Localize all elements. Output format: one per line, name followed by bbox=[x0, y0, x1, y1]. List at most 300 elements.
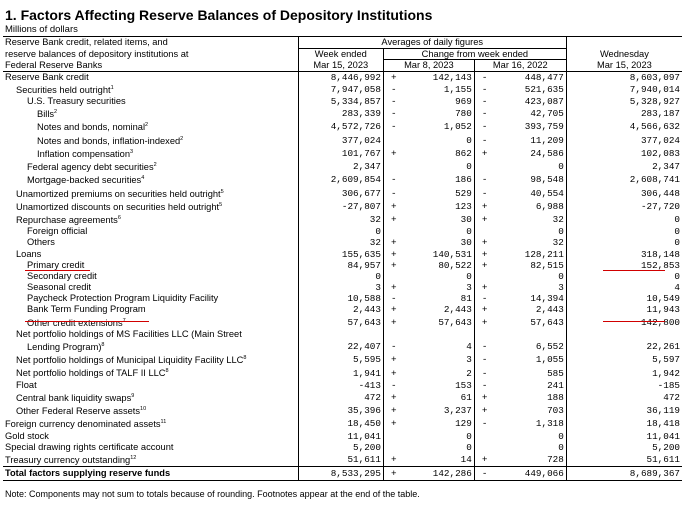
row-sign1: + bbox=[383, 213, 403, 226]
row-spacer bbox=[566, 213, 588, 226]
row-label-text: Net portfolio holdings of Municipal Liquidity Facility LLC bbox=[16, 355, 244, 366]
row-spacer bbox=[566, 160, 588, 173]
row-change1: 153 bbox=[455, 379, 472, 391]
row-sign2 bbox=[474, 329, 494, 340]
row-sign1: + bbox=[383, 366, 403, 379]
row-label-text: Loans bbox=[16, 248, 42, 259]
row-sign1: - bbox=[383, 107, 403, 120]
row-change2: 521,635 bbox=[524, 83, 564, 95]
row-week-value: 11,041 bbox=[298, 431, 383, 442]
row-change2: 448,477 bbox=[524, 71, 564, 83]
row-sign2: + bbox=[474, 200, 494, 213]
row-spacer bbox=[566, 120, 588, 133]
row-change1: 57,643 bbox=[438, 316, 472, 328]
table-row bbox=[3, 391, 682, 404]
row-label bbox=[3, 431, 298, 442]
row-spacer bbox=[566, 71, 588, 83]
highlight-line-btfp bbox=[25, 321, 149, 322]
row-label bbox=[3, 442, 298, 453]
total-label: Total factors supplying reserve funds bbox=[3, 467, 298, 481]
row-sign2: + bbox=[474, 391, 494, 404]
row-change2: 14,394 bbox=[530, 293, 564, 305]
row-wednesday-value: 51,611 bbox=[646, 453, 680, 465]
row-change2: 11,209 bbox=[530, 134, 564, 146]
row-week-value: 8,446,992 bbox=[298, 71, 383, 83]
highlight-line-btfp-value bbox=[603, 321, 665, 322]
footnote-marker: 6 bbox=[117, 215, 121, 222]
row-label bbox=[3, 293, 298, 304]
row-wednesday-value: 1,942 bbox=[652, 367, 680, 379]
footnote-marker: 3 bbox=[130, 148, 134, 155]
row-wednesday-value: -185 bbox=[657, 379, 680, 391]
row-sign1 bbox=[383, 442, 403, 453]
row-change1: 0 bbox=[466, 441, 472, 453]
row-week-value: 4,572,726 bbox=[298, 120, 383, 133]
footnote-marker: 4 bbox=[141, 175, 145, 182]
row-sign1: - bbox=[383, 120, 403, 133]
table-row bbox=[3, 340, 682, 353]
row-change1: 3,237 bbox=[443, 405, 472, 417]
row-sign1: + bbox=[383, 391, 403, 404]
footnote-marker: 9 bbox=[131, 392, 135, 399]
row-sign2: - bbox=[474, 293, 494, 304]
row-label-text: U.S. Treasury securities bbox=[27, 95, 126, 106]
row-sign1: + bbox=[383, 147, 403, 160]
row-sign2: + bbox=[474, 260, 494, 271]
table-row bbox=[3, 417, 682, 430]
row-label-text: Treasury currency outstanding bbox=[5, 455, 131, 466]
row-label bbox=[3, 200, 298, 213]
row-change1: 862 bbox=[455, 147, 472, 159]
row-label bbox=[3, 404, 298, 417]
row-wednesday-value: 2,347 bbox=[652, 161, 680, 173]
row-sign1: + bbox=[383, 282, 403, 293]
row-sign1: - bbox=[383, 96, 403, 107]
row-spacer bbox=[566, 249, 588, 260]
row-sign1: + bbox=[383, 260, 403, 271]
row-spacer bbox=[566, 316, 588, 329]
row-label-text: Unamortized discounts on securities held outright bbox=[16, 201, 220, 212]
row-wednesday-value: 377,024 bbox=[640, 134, 680, 146]
row-sign2: - bbox=[474, 134, 494, 147]
row-sign1 bbox=[383, 431, 403, 442]
row-sign1: - bbox=[383, 340, 403, 353]
row-label bbox=[3, 237, 298, 248]
row-label-text: Unamortized premiums on securities held outright bbox=[16, 188, 221, 199]
footnote-marker: 8 bbox=[243, 355, 247, 362]
highlight-line-primary-credit bbox=[25, 270, 90, 271]
table-row bbox=[3, 304, 682, 315]
row-change2: 6,552 bbox=[535, 341, 564, 353]
row-spacer bbox=[566, 134, 588, 147]
row-sign2: + bbox=[474, 282, 494, 293]
row-sign2: - bbox=[474, 340, 494, 353]
row-label bbox=[3, 160, 298, 173]
row-change2: 2,443 bbox=[535, 304, 564, 316]
row-spacer bbox=[566, 329, 588, 340]
row-spacer bbox=[566, 304, 588, 315]
row-change2: 241 bbox=[547, 379, 564, 391]
row-wednesday-value: 18,418 bbox=[646, 418, 680, 430]
table-row bbox=[3, 120, 682, 133]
table-row bbox=[3, 237, 682, 248]
row-sign1 bbox=[383, 160, 403, 173]
row-wednesday-value: 5,328,927 bbox=[629, 95, 680, 107]
row-spacer bbox=[566, 391, 588, 404]
row-week-value: 10,588 bbox=[298, 293, 383, 304]
row-label-text: Net portfolio holdings of MS Facilities LLC (Main Street bbox=[16, 328, 242, 339]
row-label-text: Securities held outright bbox=[16, 84, 111, 95]
row-change1: 81 bbox=[460, 293, 472, 305]
row-wednesday-value: 7,940,014 bbox=[629, 83, 680, 95]
row-week-value: 5,200 bbox=[298, 442, 383, 453]
table-row bbox=[3, 282, 682, 293]
row-spacer bbox=[566, 282, 588, 293]
row-label-text: Secondary credit bbox=[27, 270, 97, 281]
row-change1: 129 bbox=[455, 418, 472, 430]
row-wednesday-value: 11,943 bbox=[646, 304, 680, 316]
row-label bbox=[3, 366, 298, 379]
header-left-line2: reserve balances of depository institutions at bbox=[5, 48, 189, 59]
row-spacer bbox=[566, 107, 588, 120]
row-spacer bbox=[566, 260, 588, 271]
row-change2: 82,515 bbox=[530, 259, 564, 271]
row-week-value: 472 bbox=[298, 391, 383, 404]
row-label-text: Notes and bonds, inflation-indexed bbox=[37, 135, 181, 146]
row-spacer bbox=[566, 226, 588, 237]
row-sign1: + bbox=[383, 353, 403, 366]
row-week-value: 57,643 bbox=[298, 316, 383, 329]
row-label bbox=[3, 271, 298, 282]
footnote-marker: 2 bbox=[153, 162, 157, 169]
row-sign1: - bbox=[383, 173, 403, 186]
row-change1: 0 bbox=[466, 161, 472, 173]
row-sign1: + bbox=[383, 249, 403, 260]
row-wednesday-value: -27,720 bbox=[640, 200, 680, 212]
header-change-col1: Mar 8, 2023 bbox=[383, 60, 474, 72]
row-sign2: - bbox=[474, 107, 494, 120]
row-change2: 32 bbox=[552, 237, 564, 249]
table-row bbox=[3, 366, 682, 379]
row-change1: 780 bbox=[455, 108, 472, 120]
row-label-text: Seasonal credit bbox=[27, 282, 92, 293]
row-wednesday-value: 472 bbox=[663, 391, 680, 403]
total-week: 8,533,295 bbox=[298, 467, 383, 481]
row-change2: 188 bbox=[547, 391, 564, 403]
row-sign2: + bbox=[474, 237, 494, 248]
table-row bbox=[3, 107, 682, 120]
row-label bbox=[3, 120, 298, 133]
row-change1: 3 bbox=[466, 282, 472, 294]
row-sign2 bbox=[474, 431, 494, 442]
row-sign1 bbox=[383, 226, 403, 237]
table-row bbox=[3, 442, 682, 453]
header-change-col2: Mar 16, 2022 bbox=[474, 60, 566, 72]
row-week-value: 306,677 bbox=[298, 187, 383, 200]
row-change2: 0 bbox=[558, 161, 564, 173]
row-week-value: 51,611 bbox=[298, 453, 383, 467]
row-spacer bbox=[566, 380, 588, 391]
row-label bbox=[3, 71, 298, 83]
row-change2: 1,055 bbox=[535, 354, 564, 366]
row-label bbox=[3, 226, 298, 237]
row-change1: 0 bbox=[466, 134, 472, 146]
header-left-line3: Federal Reserve Banks bbox=[3, 60, 298, 72]
row-wednesday-value: 152,853 bbox=[640, 259, 680, 271]
row-week-value: -27,807 bbox=[298, 200, 383, 213]
row-label bbox=[3, 83, 298, 96]
row-change1: 186 bbox=[455, 174, 472, 186]
row-spacer bbox=[566, 83, 588, 96]
row-change1: 61 bbox=[460, 391, 472, 403]
row-change2: 728 bbox=[547, 453, 564, 465]
footnote-marker: 11 bbox=[160, 419, 167, 426]
row-sign2 bbox=[474, 442, 494, 453]
row-sign2: + bbox=[474, 404, 494, 417]
row-label bbox=[3, 282, 298, 293]
footnote-marker: 2 bbox=[54, 109, 58, 116]
row-change2: 0 bbox=[558, 270, 564, 282]
row-label-text: Other credit extensions bbox=[27, 317, 123, 328]
table-row bbox=[3, 71, 682, 83]
row-label-text: Central bank liquidity swaps bbox=[16, 392, 132, 403]
row-label-text: Federal agency debt securities bbox=[27, 162, 154, 173]
row-spacer bbox=[566, 147, 588, 160]
row-label-text: Special drawing rights certificate account bbox=[5, 441, 174, 452]
row-label-text: Gold stock bbox=[5, 430, 49, 441]
row-change1: 2 bbox=[466, 367, 472, 379]
row-wednesday-value bbox=[589, 329, 682, 340]
row-wednesday-value: 306,448 bbox=[640, 187, 680, 199]
table-row bbox=[3, 260, 682, 271]
row-week-value: 1,941 bbox=[298, 366, 383, 379]
row-spacer bbox=[566, 271, 588, 282]
table-row bbox=[3, 453, 682, 467]
row-week-value: 22,407 bbox=[298, 340, 383, 353]
row-label bbox=[3, 213, 298, 226]
reserve-factors-table bbox=[3, 36, 682, 481]
header-change-from: Change from week ended bbox=[383, 48, 566, 60]
row-spacer bbox=[566, 453, 588, 467]
footnote-note: Note: Components may not sum to totals because of rounding. Footnotes appear at the end of the table. bbox=[5, 489, 420, 499]
table-row bbox=[3, 380, 682, 391]
row-label bbox=[3, 316, 298, 329]
row-week-value: 7,947,058 bbox=[298, 83, 383, 96]
table-row bbox=[3, 96, 682, 107]
footnote-marker: 1 bbox=[110, 84, 114, 91]
row-wednesday-value: 283,187 bbox=[640, 108, 680, 120]
footnote-marker: 7 bbox=[122, 317, 126, 324]
row-label-text: Reserve Bank credit bbox=[5, 71, 89, 82]
table-row bbox=[3, 404, 682, 417]
row-spacer bbox=[566, 200, 588, 213]
row-label bbox=[3, 249, 298, 260]
row-week-value: 101,767 bbox=[298, 147, 383, 160]
row-week-value: 283,339 bbox=[298, 107, 383, 120]
row-label-text: Bills bbox=[37, 109, 55, 120]
row-sign2: + bbox=[474, 304, 494, 315]
row-change1: 14 bbox=[460, 453, 472, 465]
total-change2: 449,066 bbox=[495, 467, 567, 481]
row-label bbox=[3, 147, 298, 160]
row-sign1: + bbox=[383, 316, 403, 329]
row-label-text: Repurchase agreements bbox=[16, 215, 118, 226]
row-week-value: 2,443 bbox=[298, 304, 383, 315]
row-week-value: 32 bbox=[298, 237, 383, 248]
row-sign2 bbox=[474, 271, 494, 282]
row-sign2: - bbox=[474, 83, 494, 96]
table-row bbox=[3, 147, 682, 160]
row-sign2: + bbox=[474, 213, 494, 226]
row-week-value: 0 bbox=[298, 271, 383, 282]
footnote-marker: 2 bbox=[145, 122, 149, 129]
row-spacer bbox=[566, 431, 588, 442]
row-label-text: Paycheck Protection Program Liquidity Facility bbox=[27, 293, 219, 304]
row-change1: 30 bbox=[460, 237, 472, 249]
footnote-marker: 8 bbox=[165, 368, 169, 375]
row-change1: 123 bbox=[455, 200, 472, 212]
header-wednesday-date: Mar 15, 2023 bbox=[566, 60, 682, 72]
row-week-value bbox=[298, 329, 383, 340]
table-row bbox=[3, 271, 682, 282]
row-sign2: - bbox=[474, 71, 494, 83]
row-spacer bbox=[566, 340, 588, 353]
row-change1: 4 bbox=[466, 341, 472, 353]
row-change2: 57,643 bbox=[530, 316, 564, 328]
table-row bbox=[3, 249, 682, 260]
total-row bbox=[3, 467, 682, 481]
row-change2: 3 bbox=[558, 282, 564, 294]
total-wednesday: 8,689,367 bbox=[589, 467, 682, 481]
row-change1: 1,155 bbox=[443, 83, 472, 95]
table-row bbox=[3, 293, 682, 304]
row-sign1: + bbox=[383, 417, 403, 430]
row-change2: 24,586 bbox=[530, 147, 564, 159]
row-sign1: + bbox=[383, 71, 403, 83]
row-sign1: + bbox=[383, 453, 403, 467]
row-spacer bbox=[566, 366, 588, 379]
header-week-date: Mar 15, 2023 bbox=[298, 60, 383, 72]
row-sign2: - bbox=[474, 173, 494, 186]
row-wednesday-value: 11,041 bbox=[646, 430, 680, 442]
row-label-text: Inflation compensation bbox=[37, 148, 131, 159]
table-row bbox=[3, 134, 682, 147]
table-row bbox=[3, 226, 682, 237]
row-change2: 423,087 bbox=[524, 95, 564, 107]
row-change1: 1,052 bbox=[443, 121, 472, 133]
row-sign1: + bbox=[383, 304, 403, 315]
row-label-text: Foreign currency denominated assets bbox=[5, 419, 161, 430]
row-wednesday-value: 22,261 bbox=[646, 341, 680, 353]
row-change1: 30 bbox=[460, 214, 472, 226]
row-label bbox=[3, 329, 298, 340]
row-wednesday-value: 5,200 bbox=[652, 441, 680, 453]
table-title: 1. Factors Affecting Reserve Balances of Depository Institutions bbox=[5, 7, 433, 23]
table-row bbox=[3, 353, 682, 366]
row-week-value: 18,450 bbox=[298, 417, 383, 430]
row-change2 bbox=[495, 329, 567, 340]
row-change1: 969 bbox=[455, 95, 472, 107]
row-change2: 42,705 bbox=[530, 108, 564, 120]
row-label-text: Foreign official bbox=[27, 226, 88, 237]
row-sign1 bbox=[383, 134, 403, 147]
header-left-line1: Reserve Bank credit, related items, and bbox=[3, 37, 298, 49]
row-sign2: - bbox=[474, 120, 494, 133]
row-label-text: Others bbox=[27, 237, 55, 248]
table-subtitle: Millions of dollars bbox=[5, 24, 78, 35]
row-label bbox=[3, 107, 298, 120]
row-spacer bbox=[566, 293, 588, 304]
row-change2: 98,548 bbox=[530, 174, 564, 186]
row-wednesday-value: 0 bbox=[674, 270, 680, 282]
row-label bbox=[3, 453, 298, 467]
row-label bbox=[3, 380, 298, 391]
table-row bbox=[3, 431, 682, 442]
row-sign1: + bbox=[383, 237, 403, 248]
row-spacer bbox=[566, 353, 588, 366]
row-sign2: + bbox=[474, 316, 494, 329]
row-change2: 6,988 bbox=[535, 200, 564, 212]
row-label bbox=[3, 340, 298, 353]
row-label bbox=[3, 353, 298, 366]
row-week-value: 3 bbox=[298, 282, 383, 293]
row-week-value: 35,396 bbox=[298, 404, 383, 417]
table-row bbox=[3, 329, 682, 340]
row-wednesday-value: 0 bbox=[674, 226, 680, 238]
row-change1: 142,143 bbox=[432, 71, 472, 83]
table-row bbox=[3, 213, 682, 226]
row-spacer bbox=[566, 96, 588, 107]
row-change2: 703 bbox=[547, 405, 564, 417]
row-sign2 bbox=[474, 160, 494, 173]
footnote-marker: 2 bbox=[180, 135, 184, 142]
total-sign1: + bbox=[383, 467, 403, 481]
row-change1: 0 bbox=[466, 430, 472, 442]
row-sign2: - bbox=[474, 353, 494, 366]
row-label bbox=[3, 391, 298, 404]
row-wednesday-value: 5,597 bbox=[652, 354, 680, 366]
row-wednesday-value: 2,608,741 bbox=[629, 174, 680, 186]
row-sign2: + bbox=[474, 147, 494, 160]
row-spacer bbox=[566, 417, 588, 430]
row-change1: 80,522 bbox=[438, 259, 472, 271]
row-wednesday-value: 0 bbox=[674, 237, 680, 249]
row-change2: 393,759 bbox=[524, 121, 564, 133]
row-label-text: Mortgage-backed securities bbox=[27, 175, 142, 186]
row-label-text: Other Federal Reserve assets bbox=[16, 406, 141, 417]
row-label-text: Bank Term Funding Program bbox=[27, 304, 146, 315]
table-row bbox=[3, 160, 682, 173]
row-label-text: Float bbox=[16, 379, 37, 390]
row-change1: 0 bbox=[466, 226, 472, 238]
table-row bbox=[3, 83, 682, 96]
table-row bbox=[3, 200, 682, 213]
row-wednesday-value: 36,119 bbox=[646, 405, 680, 417]
row-label bbox=[3, 96, 298, 107]
row-label-text: Lending Program) bbox=[27, 342, 102, 353]
row-week-value: 0 bbox=[298, 226, 383, 237]
header-averages: Averages of daily figures bbox=[298, 37, 566, 49]
row-week-value: -413 bbox=[298, 380, 383, 391]
row-wednesday-value: 142,800 bbox=[640, 316, 680, 328]
row-label bbox=[3, 417, 298, 430]
row-sign1 bbox=[383, 329, 403, 340]
row-change2: 585 bbox=[547, 367, 564, 379]
footnote-marker: 10 bbox=[140, 406, 147, 413]
row-sign2: - bbox=[474, 380, 494, 391]
header-wednesday: Wednesday bbox=[566, 48, 682, 60]
row-wednesday-value: 318,148 bbox=[640, 248, 680, 260]
